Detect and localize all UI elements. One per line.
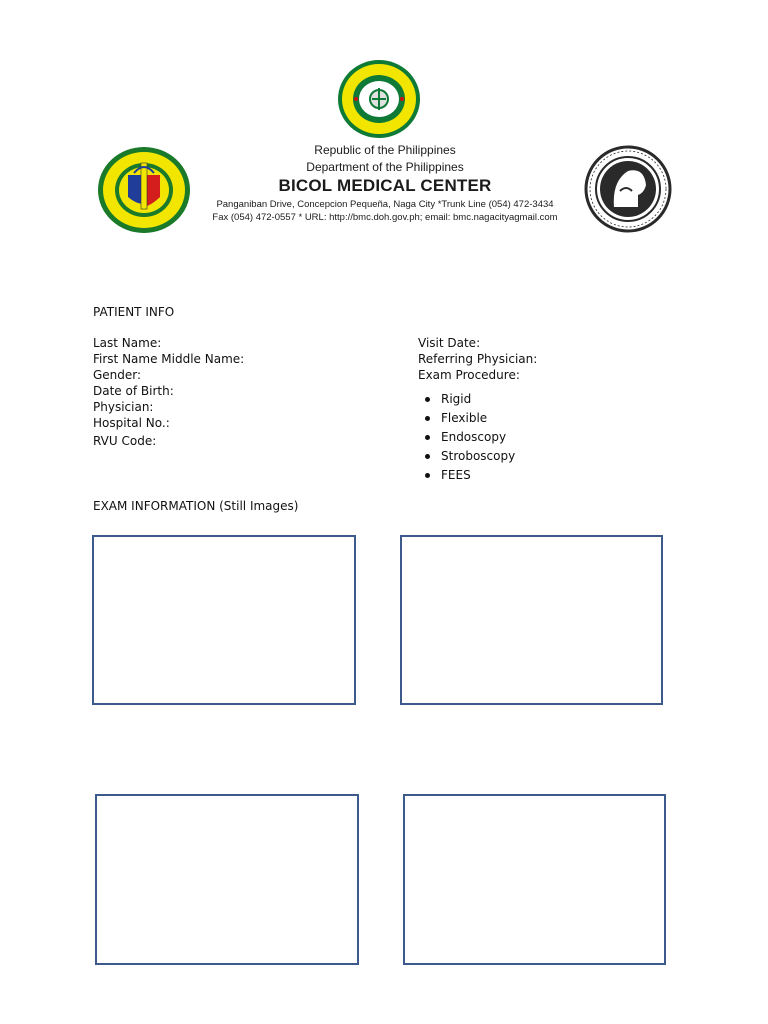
field-visit-date: Visit Date: (418, 336, 481, 350)
bullet-icon (425, 454, 430, 459)
bullet-icon (425, 435, 430, 440)
procedure-item-flexible (425, 409, 515, 428)
field-hospital-no: Hospital No.: (93, 416, 170, 430)
header-address-2: Fax (054) 472-0557 * URL: http://bmc.doh.gov.ph; email: bmc.nagacityagmail.com (212, 212, 558, 223)
patient-info-heading: PATIENT INFO (93, 305, 175, 319)
ent-department-seal-icon (584, 145, 672, 233)
field-exam-procedure: Exam Procedure: (418, 368, 520, 382)
header-title: BICOL MEDICAL CENTER (278, 176, 492, 195)
still-image-box-4 (403, 794, 666, 965)
field-gender: Gender: (93, 368, 142, 382)
header-department: Department of the Philippines (306, 160, 464, 174)
bullet-icon (425, 473, 430, 478)
exam-info-heading: EXAM INFORMATION (Still Images) (93, 499, 299, 513)
bullet-icon (425, 416, 430, 421)
still-image-box-3 (95, 794, 359, 965)
procedure-item-fees (425, 466, 515, 485)
still-image-box-1 (92, 535, 356, 705)
procedure-label: Endoscopy (441, 430, 507, 444)
field-referring-physician: Referring Physician: (418, 352, 538, 366)
field-rvu-code: RVU Code: (93, 434, 157, 448)
field-date-of-birth: Date of Birth: (93, 384, 174, 398)
field-last-name: Last Name: (93, 336, 162, 350)
procedure-label: FEES (441, 468, 471, 482)
header-address-1: Panganiban Drive, Concepcion Pequeña, Naga City *Trunk Line (054) 472-3434 (216, 199, 554, 210)
field-first-middle-name: First Name Middle Name: (93, 352, 245, 366)
bmc-seal-icon (96, 145, 192, 235)
procedure-label: Rigid (441, 392, 472, 406)
procedure-list (425, 390, 515, 485)
bullet-icon (425, 397, 430, 402)
doh-seal-icon (336, 58, 422, 140)
field-physician: Physician: (93, 400, 154, 414)
procedure-label: Stroboscopy (441, 449, 516, 463)
procedure-item-rigid (425, 390, 515, 409)
procedure-label: Flexible (441, 411, 488, 425)
procedure-item-stroboscopy (425, 447, 515, 466)
header-republic: Republic of the Philippines (314, 143, 456, 157)
still-image-box-2 (400, 535, 663, 705)
procedure-item-endoscopy (425, 428, 515, 447)
